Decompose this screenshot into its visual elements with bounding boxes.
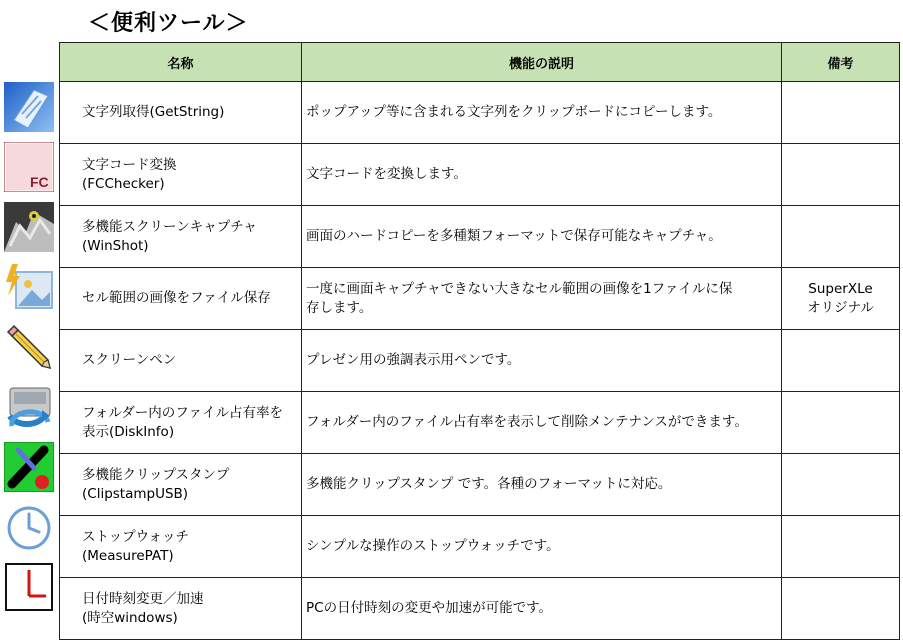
tool-description: 画面のハードコピーを多種類フォーマットで保存可能なキャプチャ。 (306, 228, 722, 244)
tool-name: 多機能クリップスタンプ (82, 466, 230, 483)
tool-note-cell (782, 144, 900, 206)
tool-description-cell (302, 578, 782, 640)
tool-note-cell (782, 516, 900, 578)
tool-description-cell (302, 516, 782, 578)
tool-name: 文字コード変換 (82, 156, 177, 173)
tool-description: フォルダー内のファイル占有率を表示して削除メンテナンスができます。 (306, 414, 748, 430)
tool-description-cell (302, 268, 782, 330)
tool-note: SuperXLe (808, 280, 873, 297)
tool-description-cont: 存します。 (306, 299, 373, 316)
tool-name-cell[interactable] (60, 516, 302, 578)
tool-name-cell[interactable] (60, 330, 302, 392)
tool-note-cell (782, 578, 900, 640)
getstring-icon[interactable] (4, 82, 54, 132)
tool-note-cell (782, 454, 900, 516)
tool-description: 文字コードを変換します。 (306, 166, 467, 182)
winshot-icon[interactable] (4, 202, 54, 252)
tool-description: シンプルな操作のストップウォッチです。 (306, 538, 560, 554)
table-row (60, 578, 900, 640)
tool-description-cell (302, 454, 782, 516)
diskinfo-icon[interactable] (4, 382, 54, 432)
tool-description-cell (302, 206, 782, 268)
table-row (60, 330, 900, 392)
tool-note-cell (782, 82, 900, 144)
fcchecker-icon-label: FC (30, 174, 49, 190)
tool-description: 一度に画面キャプチャできない大きなセル範囲の画像を1ファイルに保 (306, 280, 733, 297)
tool-description: ポップアップ等に含まれる文字列をクリップボードにコピーします。 (306, 104, 722, 120)
image-capture-icon[interactable] (4, 262, 54, 312)
header-function: 機能の説明 (302, 43, 782, 82)
pencil-icon[interactable] (4, 322, 54, 372)
tool-name-cell[interactable] (60, 392, 302, 454)
table-row (60, 144, 900, 206)
fcchecker-icon[interactable] (4, 142, 54, 192)
clipstamp-icon[interactable] (4, 442, 54, 492)
tool-name: ストップウォッチ (82, 528, 190, 545)
tool-description-cell (302, 392, 782, 454)
table-row (60, 82, 900, 144)
tool-name: 多機能スクリーンキャプチャ (82, 218, 257, 235)
tool-name: スクリーンペン (82, 352, 177, 368)
table-row (60, 206, 900, 268)
clock-speed-icon[interactable] (4, 562, 54, 612)
table-row (60, 454, 900, 516)
tool-note-sub: オリジナル (807, 299, 874, 316)
tool-name-cell[interactable] (60, 206, 302, 268)
table-row (60, 392, 900, 454)
tool-name-sub: 表示(DiskInfo) (82, 423, 175, 440)
tool-name-sub: (WinShot) (82, 237, 149, 254)
tool-description-cell (302, 330, 782, 392)
tool-description-cell (302, 144, 782, 206)
tool-name-sub: (ClipstampUSB) (82, 485, 189, 502)
table-row (60, 516, 900, 578)
tool-description: PCの日付時刻の変更や加速が可能です。 (306, 600, 552, 616)
tool-note-cell (782, 206, 900, 268)
tool-name-sub: (時空windows) (82, 609, 178, 626)
tool-description: 多機能クリップスタンプ です。各種のフォーマットに対応。 (306, 476, 672, 492)
tools-table (59, 42, 900, 640)
tool-name: セル範囲の画像をファイル保存 (82, 290, 271, 306)
stopwatch-icon[interactable] (4, 502, 54, 552)
tool-note-cell (782, 330, 900, 392)
tool-name-cell[interactable] (60, 82, 302, 144)
header-name: 名称 (60, 43, 302, 82)
tool-name: 日付時刻変更／加速 (82, 590, 204, 607)
tool-name: フォルダー内のファイル占有率を (82, 404, 284, 421)
table-row (60, 268, 900, 330)
tool-name-sub: (MeasurePAT) (82, 547, 174, 564)
tool-name-cell[interactable] (60, 578, 302, 640)
tool-description-cell (302, 82, 782, 144)
page-title: ＜便利ツール＞ (88, 11, 249, 36)
tool-name-cell[interactable] (60, 144, 302, 206)
tool-name-sub: (FCChecker) (82, 175, 165, 192)
tool-name-cell[interactable] (60, 454, 302, 516)
header-note: 備考 (782, 43, 900, 82)
tool-note-cell (782, 392, 900, 454)
tool-note-cell (782, 268, 900, 330)
tool-name-cell[interactable] (60, 268, 302, 330)
tool-name: 文字列取得(GetString) (82, 104, 225, 120)
tool-description: プレゼン用の強調表示用ペンです。 (306, 352, 521, 368)
table-header-row (60, 43, 900, 82)
